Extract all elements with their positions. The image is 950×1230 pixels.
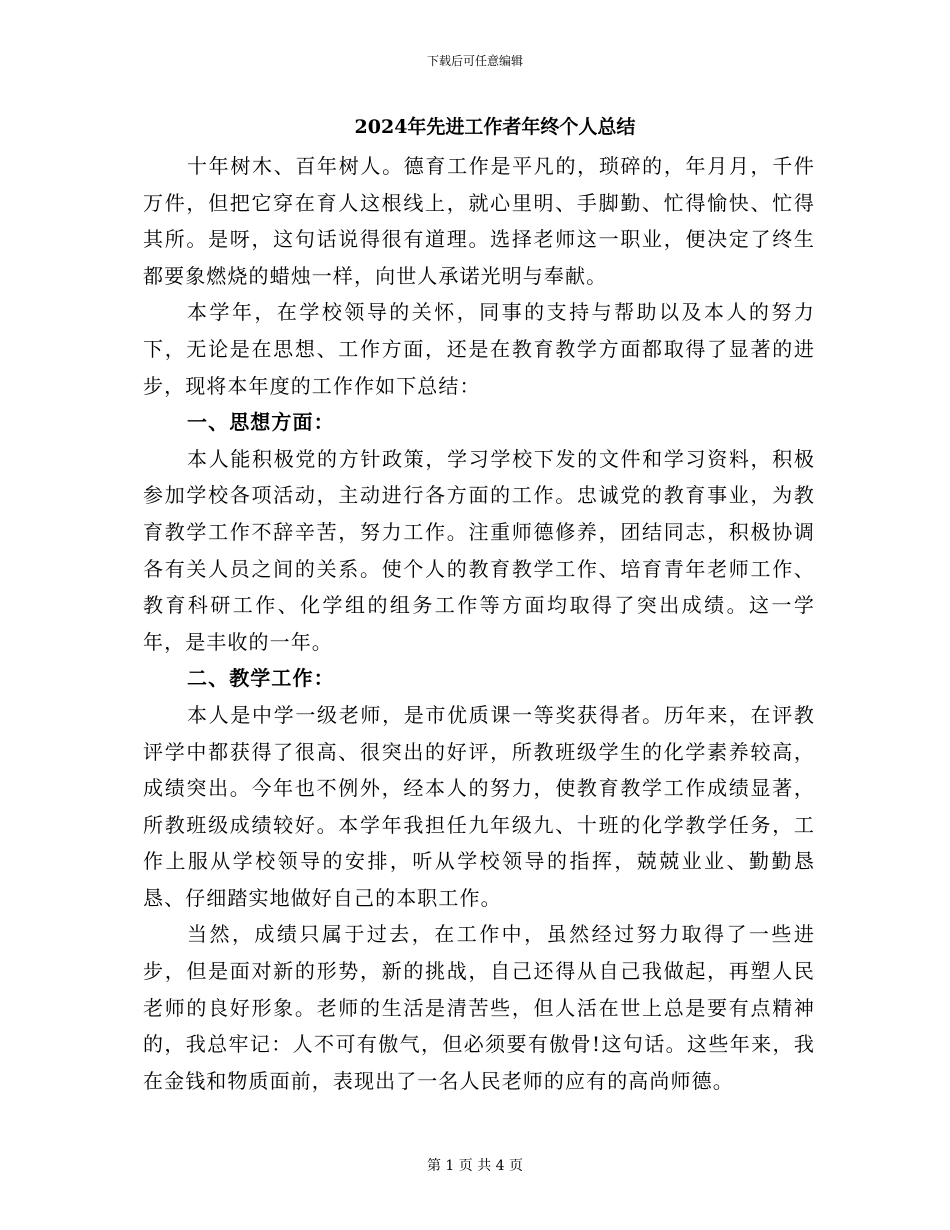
section-heading-ideology: 一、思想方面：: [187, 410, 335, 435]
header-note: 下载后可任意编辑: [426, 54, 523, 68]
overview-paragraph: 本学年，在学校领导的关怀，同事的支持与帮助以及本人的努力下，无论是在思想、工作方面，还是在教育教学方面都取得了显著的进步，现将本年度的工作作如下总结：: [143, 300, 815, 398]
section-heading-teaching: 二、教学工作：: [187, 666, 335, 691]
section-body-teaching: 本人是中学一级老师，是市优质课一等奖获得者。历年来，在评教评学中都获得了很高、很突出的好评，所教班级学生的化学素养较高，成绩突出。今年也不例外，经本人的努力，使教育教学工作成绩显著，所教班级成绩较好。本学年我担任九年级九、十班的化学教学任务，工作上服从学校领导的安排，听从学校领导的指挥，兢兢业业、勤勤恳恳、仔细踏实地做好自己的本职工作。: [143, 702, 815, 910]
document-title: 2024年先进工作者年终个人总结: [354, 116, 636, 138]
closing-paragraph: 当然，成绩只属于过去，在工作中，虽然经过努力取得了一些进步，但是面对新的形势，新的挑战，自己还得从自己我做起，再塑人民老师的良好形象。老师的生活是清苦些，但人活在世上总是要有点精神的，我总牢记：人不可有傲气，但必须要有傲骨!这句话。这些年来，我在金钱和物质面前，表现出了一名人民老师的应有的高尚师德。: [143, 922, 815, 1093]
section-body-ideology: 本人能积极党的方针政策，学习学校下发的文件和学习资料，积极参加学校各项活动，主动进行各方面的工作。忠诚党的教育事业，为教育教学工作不辞辛苦，努力工作。注重师德修养，团结同志，积极协调各有关人员之间的关系。使个人的教育教学工作、培育青年老师工作、教育科研工作、化学组的组务工作等方面均取得了突出成绩。这一学年，是丰收的一年。: [143, 446, 815, 654]
page-number-footer: 第 1 页 共 4 页: [426, 1158, 524, 1174]
intro-paragraph: 十年树木、百年树人。德育工作是平凡的，琐碎的，年月月，千件万件，但把它穿在育人这根线上，就心里明、手脚勤、忙得愉快、忙得其所。是呀，这句话说得很有道理。选择老师这一职业，便决定了终生都要象燃烧的蜡烛一样，向世人承诺光明与奉献。: [143, 154, 815, 288]
document-body: [143, 148, 815, 1099]
